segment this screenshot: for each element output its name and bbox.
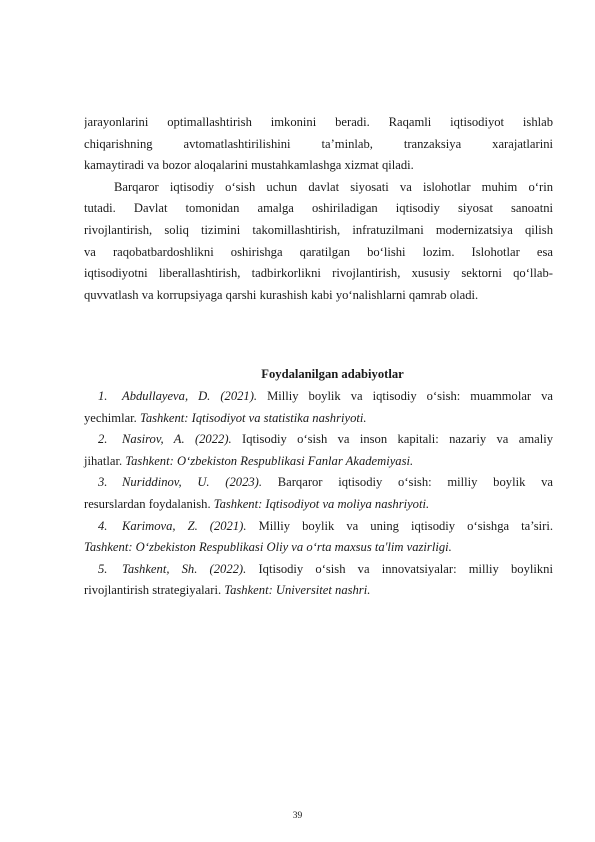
spacer <box>84 306 553 364</box>
reference-publisher: Tashkent: O‘zbekiston Respublikasi Oliy va o‘rta maxsus ta'lim vazirligi. <box>84 540 452 555</box>
reference-author: Tashkent, Sh. (2022). <box>122 561 247 576</box>
text-line: tutadi. Davlat tomonidan amalga oshiriladigan iqtisodiy siyosat sanoatni <box>84 201 553 216</box>
reference-title-end: resurslardan foydalanish. <box>84 496 211 511</box>
reference-title: Iqtisodiy o‘sish va inson kapitali: nazariy va amaliy <box>242 432 553 447</box>
reference-item <box>84 429 553 472</box>
reference-item <box>84 559 553 602</box>
reference-number: 5. <box>98 561 108 576</box>
reference-line-1 <box>84 472 553 494</box>
reference-publisher: Tashkent: Universitet nashri. <box>224 583 371 598</box>
reference-title-end: jihatlar. <box>84 453 123 468</box>
reference-author: Nuriddinov, U. (2023). <box>122 475 263 490</box>
reference-line-2 <box>84 451 553 473</box>
reference-line-2 <box>84 580 553 602</box>
reference-number: 2. <box>98 432 108 447</box>
text-line: kamaytiradi va bozor aloqalarini mustahkamlashga xizmat qiladi. <box>84 158 414 173</box>
text-line: iqtisodiyotni liberallashtirish, tadbirkorlikni rivojlantirish, xususiy sektorni qo‘llab- <box>84 266 553 281</box>
page-number: 39 <box>292 811 303 821</box>
reference-title: Milliy boylik va uning iqtisodiy o‘sishga ta’siri. <box>258 518 553 533</box>
reference-title-end: rivojlantirish strategiyalari. <box>84 583 222 598</box>
text-line: quvvatlash va korrupsiyaga qarshi kurashish kabi yo‘nalishlarni qamrab oladi. <box>84 287 479 302</box>
reference-number: 1. <box>98 388 108 403</box>
reference-number: 3. <box>98 475 108 490</box>
reference-item <box>84 516 553 559</box>
reference-line-1 <box>84 559 553 581</box>
reference-title-end: yechimlar. <box>84 410 137 425</box>
reference-publisher: Tashkent: O‘zbekiston Respublikasi Fanlar Akademiyasi. <box>125 453 414 468</box>
reference-number: 4. <box>98 518 108 533</box>
reference-title: Milliy boylik va iqtisodiy o‘sish: muammolar va <box>267 388 553 403</box>
reference-item <box>84 386 553 429</box>
reference-publisher: Tashkent: Iqtisodiyot va statistika nashriyoti. <box>139 410 367 425</box>
reference-line-2 <box>84 408 553 430</box>
references-heading: Foydalanilgan adabiyotlar <box>261 367 404 382</box>
text-line: chiqarishning avtomatlashtirilishini ta’minlab, tranzaksiya xarajatlarini <box>84 136 553 151</box>
paragraph-1 <box>84 112 553 177</box>
paragraph-2 <box>84 177 553 307</box>
reference-line-1 <box>84 386 553 408</box>
reference-line-1 <box>84 516 553 538</box>
text-line: Barqaror iqtisodiy o‘sish uchun davlat siyosati va islohotlar muhim o‘rin <box>114 179 553 194</box>
text-line: va raqobatbardoshlikni oshirishga qaratilgan bo‘lishi lozim. Islohotlar esa <box>84 244 553 259</box>
reference-line-2 <box>84 537 553 559</box>
reference-title: Iqtisodiy o‘sish va innovatsiyalar: milliy boylikni <box>258 561 553 576</box>
page-body <box>84 112 553 602</box>
reference-publisher: Tashkent: Iqtisodiyot va moliya nashriyoti. <box>213 496 430 511</box>
text-line: jarayonlarini optimallashtirish imkonini beradi. Raqamli iqtisodiyot ishlab <box>84 115 553 129</box>
text-line: rivojlantirish, soliq tizimini takomillashtirish, infratuzilmani modernizatsiya qilish <box>84 222 553 237</box>
reference-author: Karimova, Z. (2021). <box>122 518 247 533</box>
reference-title: Barqaror iqtisodiy o‘sish: milliy boylik va <box>277 475 553 490</box>
reference-line-1 <box>84 429 553 451</box>
references-list <box>84 386 553 602</box>
reference-author: Nasirov, A. (2022). <box>122 432 232 447</box>
reference-author: Abdullayeva, D. (2021). <box>122 388 258 403</box>
reference-line-2 <box>84 494 553 516</box>
reference-item <box>84 472 553 515</box>
